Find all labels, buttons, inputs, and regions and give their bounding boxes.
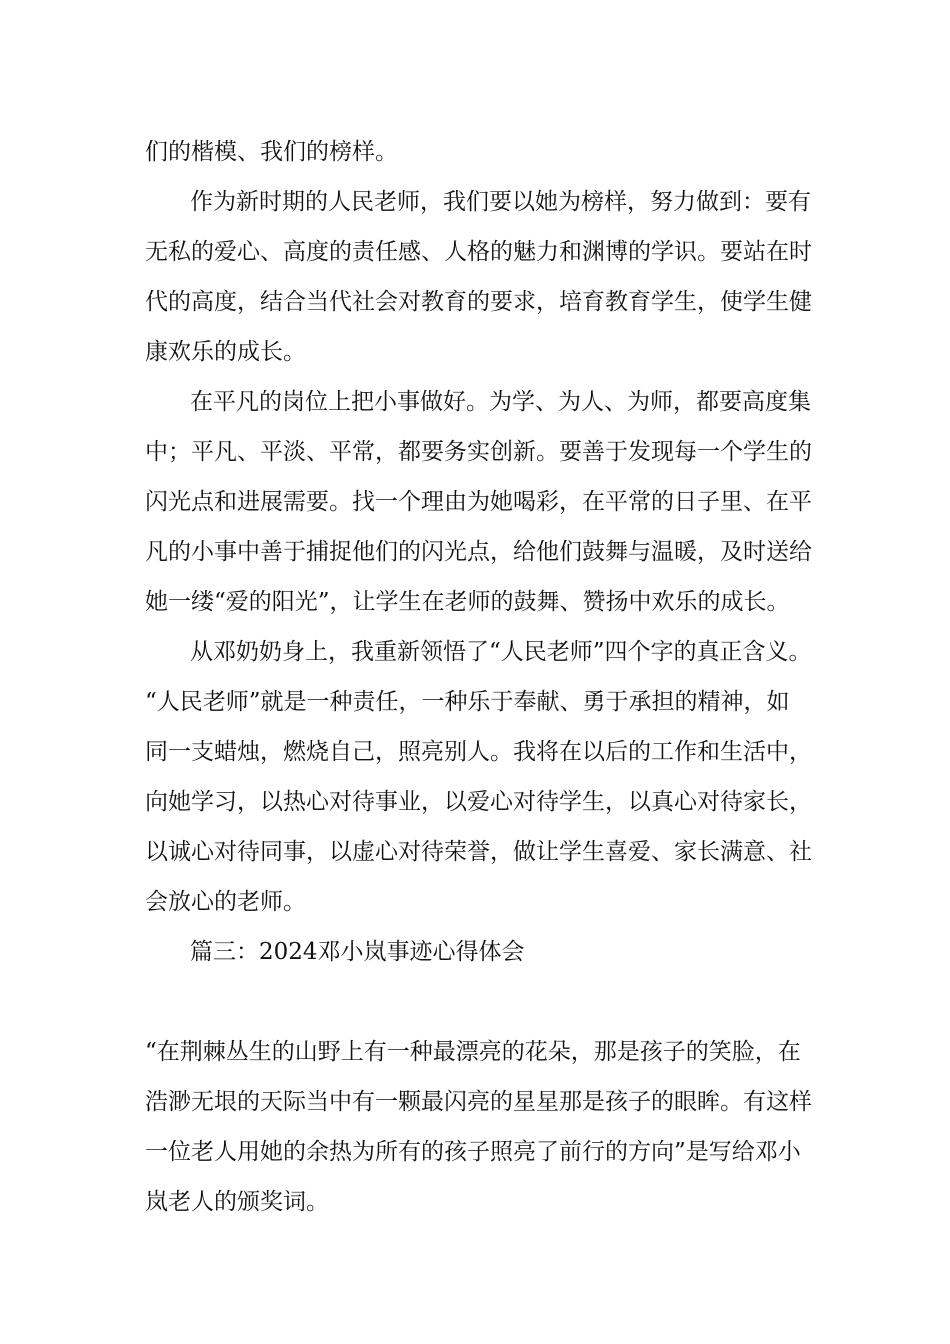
text-line: 康欢乐的成长。 bbox=[145, 339, 306, 365]
text-line: 浩渺无垠的天际当中有一颗最闪亮的星星那是孩子的眼眸。有这样 bbox=[145, 1089, 812, 1115]
text-line: 一位老人用她的余热为所有的孩子照亮了前行的方向”是写给邓小 bbox=[145, 1139, 801, 1165]
section-heading: 篇三：2024邓小岚事迹心得体会 bbox=[190, 939, 525, 965]
text-line: 们的楷模、我们的榜样。 bbox=[145, 139, 398, 165]
text-line: 以诚心对待同事，以虚心对待荣誉，做让学生喜爱、家长满意、社 bbox=[145, 839, 812, 865]
text-line: 同一支蜡烛，燃烧自己，照亮别人。我将在以后的工作和生活中， bbox=[145, 739, 812, 765]
text-line: 凡的小事中善于捕捉他们的闪光点，给他们鼓舞与温暖，及时送给 bbox=[145, 539, 812, 565]
text-line: 会放心的老师。 bbox=[145, 889, 306, 915]
text-line: 无私的爱心、高度的责任感、人格的魅力和渊博的学识。要站在时 bbox=[145, 239, 812, 265]
text-line: 从邓奶奶身上，我重新领悟了“人民老师”四个字的真正含义。 bbox=[190, 639, 812, 665]
text-line: “人民老师”就是一种责任，一种乐于奉献、勇于承担的精神，如 bbox=[145, 689, 790, 715]
text-line: 代的高度，结合当代社会对教育的要求，培育教育学生，使学生健 bbox=[145, 289, 812, 315]
text-line: 她一缕“爱的阳光”，让学生在老师的鼓舞、赞扬中欢乐的成长。 bbox=[145, 589, 790, 615]
text-line: “在荆棘丛生的山野上有一种最漂亮的花朵，那是孩子的笑脸，在 bbox=[145, 1039, 801, 1065]
text-line: 在平凡的岗位上把小事做好。为学、为人、为师，都要高度集 bbox=[190, 389, 811, 415]
text-line: 岚老人的颁奖词。 bbox=[145, 1189, 329, 1215]
text-line: 作为新时期的人民老师，我们要以她为榜样，努力做到：要有 bbox=[190, 189, 811, 215]
text-line: 中；平凡、平淡、平常，都要务实创新。要善于发现每一个学生的 bbox=[145, 439, 812, 465]
text-line: 向她学习，以热心对待事业，以爱心对待学生，以真心对待家长， bbox=[145, 789, 812, 815]
text-line: 闪光点和进展需要。找一个理由为她喝彩，在平常的日子里、在平 bbox=[145, 489, 812, 515]
